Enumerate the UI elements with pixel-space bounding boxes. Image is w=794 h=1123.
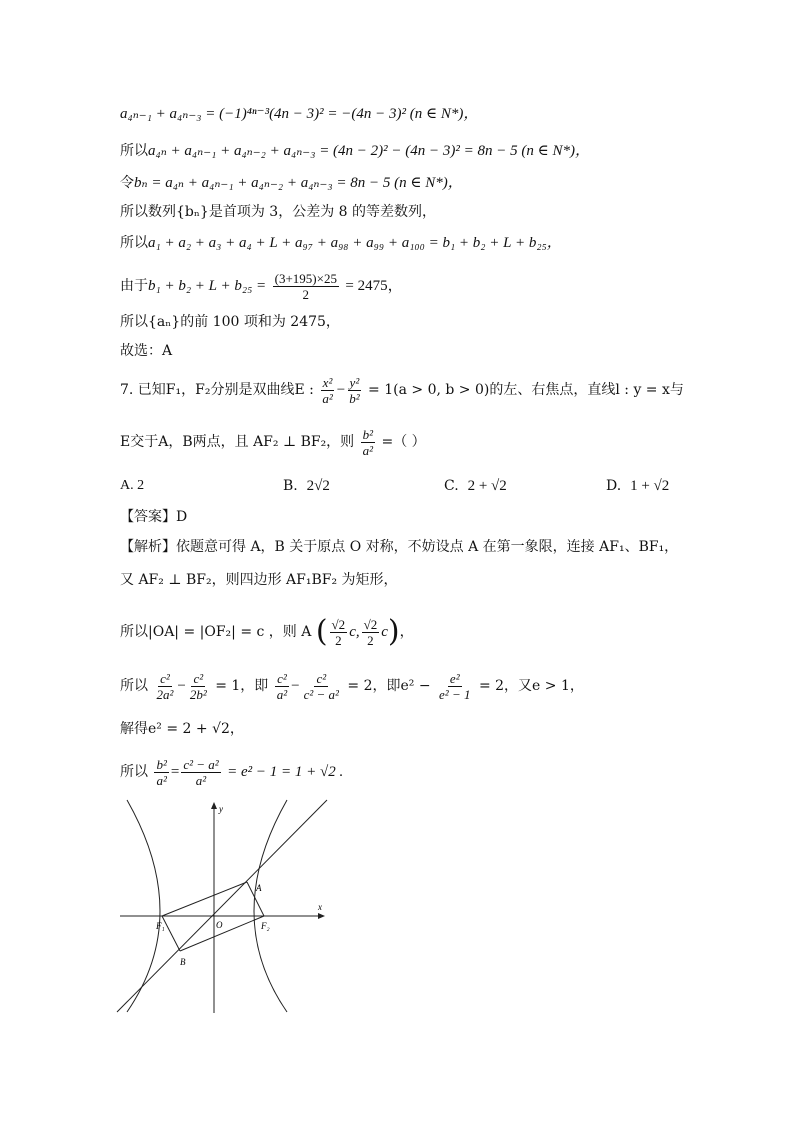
ratio-fraction-denominator: a² [362, 442, 374, 458]
coord-y-numerator: √2 [363, 616, 378, 632]
analysis-line-6 [120, 752, 343, 792]
ratio-fraction-numerator: b² [362, 426, 374, 442]
segment-af1 [162, 882, 247, 916]
analysis-line-5: 解得e² = 2 + √2， [120, 721, 244, 737]
sum-fraction-numerator: (3+195)×25 [274, 270, 337, 286]
question-7-start: 7. 已知F₁，F₂分别是双曲线E : [120, 382, 314, 398]
coord-x-denominator: 2 [335, 632, 342, 648]
label-y: y [219, 804, 223, 814]
option-d[interactable] [606, 478, 669, 495]
coord-end: c [381, 624, 388, 640]
y-fraction-denominator: b² [349, 390, 360, 406]
frac-b2-a2-num: b² [156, 756, 167, 772]
coord-x-numerator: √2 [331, 616, 346, 632]
analysis-4-mid2: = 2，即e² − [347, 678, 431, 694]
x-fraction-denominator: a² [322, 390, 333, 406]
coord-y-denominator: 2 [367, 632, 374, 648]
frac-c2a2-a2-den: a² [195, 772, 207, 788]
frac-c2-2b2 [188, 671, 209, 702]
answer-line: 【答案】D [120, 509, 188, 525]
frac-c2-2a2-num: c² [160, 670, 170, 686]
hyperbola-figure [115, 798, 335, 1016]
analysis-6-start: 所以 [120, 764, 148, 780]
option-c-value: 2 + √2 [467, 478, 507, 494]
option-d-value: 1 + √2 [630, 478, 670, 494]
x-fraction-numerator: x² [322, 374, 333, 390]
line-6-left: b₁ + b₂ + L + b₂₅ = [148, 278, 267, 294]
option-b[interactable] [283, 478, 330, 495]
option-b-value: 2√2 [306, 478, 330, 494]
line-2-math: a₄ₙ + a₄ₙ₋₁ + a₄ₙ₋₂ + a₄ₙ₋₃ = (4n − 2)² − (4n − 3)² = 8n − 5 (n ∈ N*)， [148, 143, 590, 159]
line-8: 故选：A [120, 343, 173, 359]
coord-y-fraction [362, 617, 380, 648]
analysis-line-3 [120, 612, 414, 652]
line-y-equals-x [117, 800, 327, 1012]
line-6-right: = 2475， [345, 278, 403, 294]
line-7: 所以{aₙ}的前 100 项和为 2475， [120, 314, 340, 330]
question-7-cond: E交于A，B两点，且 AF₂ ⊥ BF₂，则 [120, 434, 355, 450]
analysis-4-start: 所以 [120, 678, 148, 694]
line-6 [120, 268, 403, 304]
minus-1: − [177, 678, 186, 694]
ratio-fraction [361, 427, 375, 458]
segment-bf1 [162, 916, 180, 951]
frac-b2-a2-den: a² [156, 772, 167, 788]
label-b: B [180, 957, 186, 967]
sum-fraction-denominator: 2 [302, 286, 310, 302]
frac-c2-c2a2-num: c² [316, 670, 327, 686]
frac-c2-2a2 [154, 671, 175, 702]
option-d-label: D. [606, 478, 622, 494]
line-5-math: a₁ + a₂ + a₃ + a₄ + L + a₉₇ + a₉₈ + a₉₉ + a₁₀₀ = b₁ + b₂ + L + b₂₅， [148, 235, 562, 251]
analysis-3-tail: ， [399, 624, 414, 640]
label-a: A [256, 883, 262, 893]
line-1: a₄ₙ₋₁ + a₄ₙ₋₃ = (−1)⁴ⁿ⁻³(4n − 3)² = −(4n − 3)² (n ∈ N*)， [120, 106, 479, 122]
frac-b2-a2 [154, 757, 168, 788]
line-6-prefix: 由于 [120, 278, 148, 294]
y-fraction-numerator: y² [349, 374, 360, 390]
line-3 [120, 173, 463, 193]
label-f1: F₁ [156, 921, 165, 931]
frac-c2-a2-den: a² [276, 686, 288, 702]
coord-mid: c, [349, 624, 360, 640]
y-fraction [347, 375, 361, 406]
frac-e2-e21-den: e² − 1 [439, 686, 471, 702]
option-a[interactable]: A. 2 [120, 478, 145, 493]
line-2 [120, 141, 590, 161]
x-fraction [320, 375, 334, 406]
right-paren: ) [387, 614, 400, 649]
frac-e2-e21 [437, 671, 472, 702]
sum-fraction [273, 271, 339, 302]
question-7-line-1 [120, 372, 684, 408]
line-5 [120, 233, 562, 253]
frac-c2-2b2-den: 2b² [189, 686, 207, 702]
frac-c2a2-a2 [181, 757, 220, 788]
question-7-end: = 1(a > 0, b > 0)的左、右焦点，直线l : y = x与 [368, 382, 684, 398]
frac-e2-e21-num: e² [449, 670, 460, 686]
analysis-line-4 [120, 666, 584, 706]
left-branch-curve [127, 800, 160, 1012]
left-paren: ( [315, 614, 328, 649]
frac-c2-2a2-den: 2a² [156, 686, 174, 702]
frac-c2-2b2-num: c² [193, 670, 204, 686]
analysis-4-end: = 2，又e > 1， [478, 678, 584, 694]
analysis-6-end: = e² − 1 = 1 + √2 . [227, 764, 344, 780]
line-3-math: bₙ = a₄ₙ + a₄ₙ₋₁ + a₄ₙ₋₂ + a₄ₙ₋₃ = 8n − 5 (n ∈ N*)， [134, 175, 463, 191]
frac-c2-c2a2-den: c² − a² [303, 686, 339, 702]
line-3-prefix: 令 [120, 175, 134, 191]
x-axis-arrow [318, 913, 325, 919]
analysis-line-2: 又 AF₂ ⊥ BF₂，则四边形 AF₁BF₂ 为矩形， [120, 572, 398, 588]
analysis-4-mid1: = 1，即 [215, 678, 269, 694]
option-c[interactable] [444, 478, 507, 495]
minus-sign: − [336, 382, 346, 398]
coord-x-fraction [330, 617, 348, 648]
question-7-line-2 [120, 424, 426, 460]
option-b-label: B. [283, 478, 298, 494]
eq-sign: = [170, 764, 180, 780]
frac-c2-c2a2 [302, 671, 341, 702]
line-4: 所以数列{bₙ}是首项为 3，公差为 8 的等差数列， [120, 204, 436, 220]
frac-c2-a2 [275, 671, 289, 702]
option-c-label: C. [444, 478, 459, 494]
minus-2: − [291, 678, 300, 694]
line-2-prefix: 所以 [120, 143, 148, 159]
label-x: x [318, 902, 322, 912]
y-axis-arrow [211, 802, 217, 809]
analysis-3-start: 所以|OA| = |OF₂| = c ，则 A [120, 624, 312, 640]
frac-c2-a2-num: c² [277, 670, 287, 686]
label-f2: F₂ [261, 921, 270, 931]
frac-c2a2-a2-num: c² − a² [183, 756, 219, 772]
label-o: O [216, 920, 223, 930]
analysis-line-1: 【解析】依题意可得 A，B 关于原点 O 对称，不妨设点 A 在第一象限，连接 AF₁、BF₁， [120, 539, 679, 555]
line-5-prefix: 所以 [120, 235, 148, 251]
question-7-blank: =（ ） [381, 434, 426, 450]
